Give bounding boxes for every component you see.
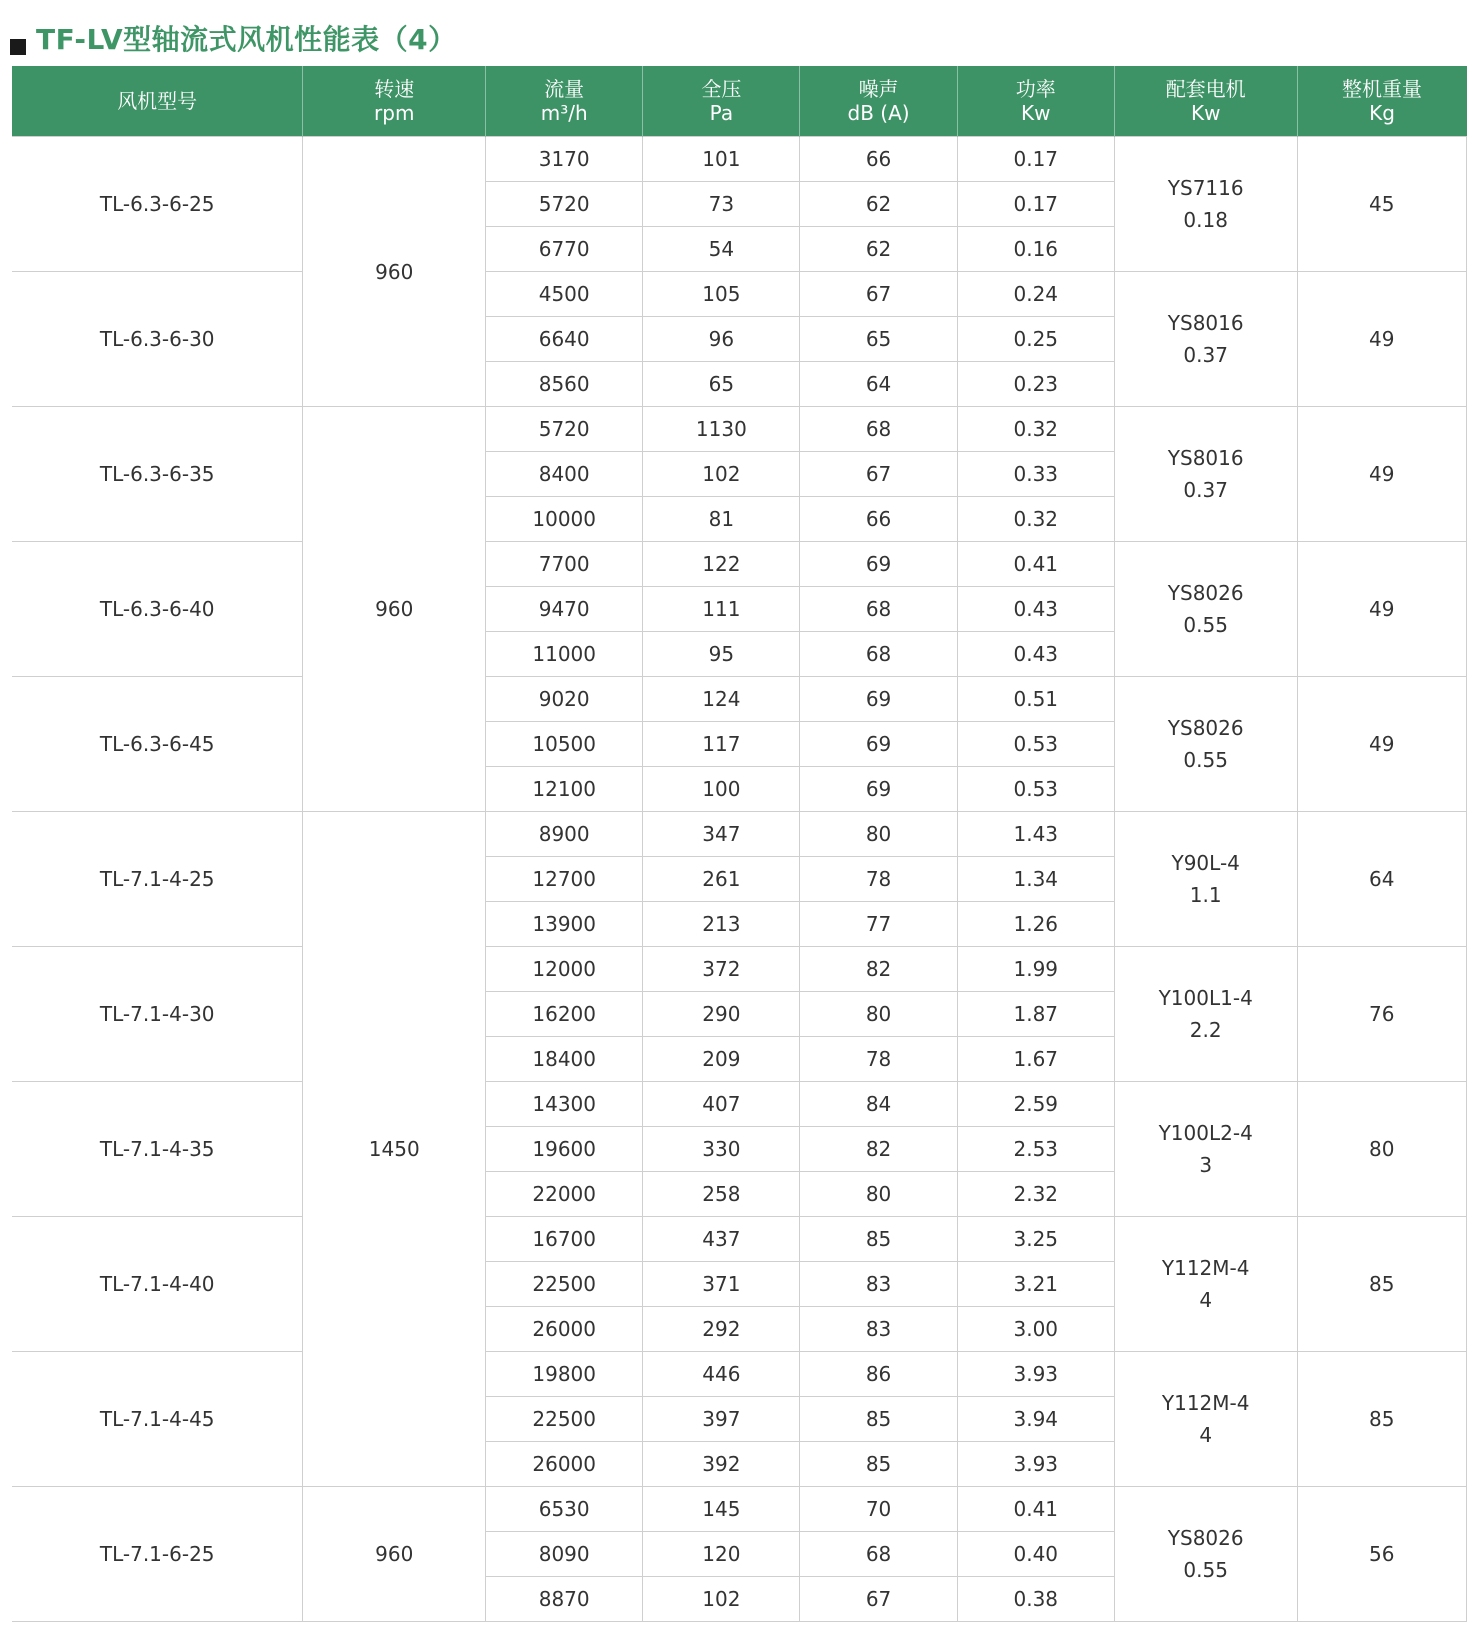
- pressure-cell: 117: [643, 722, 800, 767]
- header-flow: 流量 m³/h: [486, 66, 643, 137]
- noise-cell: 68: [800, 632, 957, 677]
- motor-kw: 0.18: [1183, 208, 1228, 232]
- weight-cell: 56: [1297, 1487, 1466, 1622]
- model-cell: TL-6.3-6-40: [12, 542, 303, 677]
- power-cell: 3.25: [957, 1217, 1114, 1262]
- power-cell: 0.41: [957, 542, 1114, 587]
- power-cell: 0.32: [957, 407, 1114, 452]
- flow-cell: 6640: [486, 317, 643, 362]
- table-row: [12, 677, 1467, 722]
- title-marker-square: [10, 39, 26, 55]
- motor-cell: [1114, 1352, 1297, 1487]
- noise-cell: 62: [800, 227, 957, 272]
- motor-model: Y100L2-4: [1158, 1121, 1253, 1145]
- noise-cell: 85: [800, 1217, 957, 1262]
- power-cell: 1.99: [957, 947, 1114, 992]
- flow-cell: 8900: [486, 812, 643, 857]
- flow-cell: 12700: [486, 857, 643, 902]
- motor-cell: [1114, 812, 1297, 947]
- flow-cell: 13900: [486, 902, 643, 947]
- flow-cell: 22500: [486, 1262, 643, 1307]
- pressure-cell: 105: [643, 272, 800, 317]
- flow-cell: 8090: [486, 1532, 643, 1577]
- flow-cell: 11000: [486, 632, 643, 677]
- pressure-cell: 81: [643, 497, 800, 542]
- motor-cell: [1114, 407, 1297, 542]
- motor-kw: 3: [1199, 1153, 1213, 1177]
- noise-cell: 85: [800, 1442, 957, 1487]
- pressure-cell: 102: [643, 452, 800, 497]
- motor-kw: 0.55: [1183, 1558, 1228, 1582]
- pressure-cell: 371: [643, 1262, 800, 1307]
- power-cell: 0.25: [957, 317, 1114, 362]
- pressure-cell: 65: [643, 362, 800, 407]
- noise-cell: 80: [800, 1172, 957, 1217]
- pressure-cell: 213: [643, 902, 800, 947]
- motor-kw: 0.37: [1183, 478, 1228, 502]
- power-cell: 2.59: [957, 1082, 1114, 1127]
- pressure-cell: 437: [643, 1217, 800, 1262]
- pressure-cell: 102: [643, 1577, 800, 1622]
- power-cell: 1.87: [957, 992, 1114, 1037]
- model-cell: TL-7.1-4-35: [12, 1082, 303, 1217]
- motor-kw: 4: [1199, 1423, 1213, 1447]
- power-cell: 0.40: [957, 1532, 1114, 1577]
- speed-cell: 1450: [303, 812, 486, 1487]
- power-cell: 3.21: [957, 1262, 1114, 1307]
- page-title: TF-LV型轴流式风机性能表（4）: [36, 23, 457, 56]
- model-cell: TL-7.1-4-40: [12, 1217, 303, 1352]
- noise-cell: 77: [800, 902, 957, 947]
- pressure-cell: 209: [643, 1037, 800, 1082]
- weight-cell: 85: [1297, 1217, 1466, 1352]
- speed-cell: 960: [303, 137, 486, 407]
- weight-cell: 80: [1297, 1082, 1466, 1217]
- pressure-cell: 372: [643, 947, 800, 992]
- pressure-cell: 101: [643, 137, 800, 182]
- power-cell: 0.43: [957, 587, 1114, 632]
- pressure-cell: 290: [643, 992, 800, 1037]
- pressure-cell: 95: [643, 632, 800, 677]
- flow-cell: 4500: [486, 272, 643, 317]
- flow-cell: 10000: [486, 497, 643, 542]
- power-cell: 0.24: [957, 272, 1114, 317]
- motor-model: Y112M-4: [1161, 1391, 1250, 1415]
- model-cell: TL-7.1-6-25: [12, 1487, 303, 1622]
- flow-cell: 8560: [486, 362, 643, 407]
- table-row: [12, 1082, 1467, 1127]
- noise-cell: 64: [800, 362, 957, 407]
- header-model: 风机型号: [12, 66, 303, 137]
- weight-cell: 85: [1297, 1352, 1466, 1487]
- model-cell: TL-6.3-6-25: [12, 137, 303, 272]
- power-cell: 0.51: [957, 677, 1114, 722]
- speed-cell: 960: [303, 1487, 486, 1622]
- flow-cell: 9470: [486, 587, 643, 632]
- flow-cell: 12100: [486, 767, 643, 812]
- flow-cell: 7700: [486, 542, 643, 587]
- motor-kw: 2.2: [1189, 1018, 1222, 1042]
- weight-cell: 49: [1297, 677, 1466, 812]
- noise-cell: 70: [800, 1487, 957, 1532]
- noise-cell: 68: [800, 587, 957, 632]
- motor-model: YS8016: [1167, 446, 1244, 470]
- motor-model: YS8026: [1167, 716, 1244, 740]
- header-power: 功率 Kw: [957, 66, 1114, 137]
- noise-cell: 67: [800, 1577, 957, 1622]
- motor-kw: 4: [1199, 1288, 1213, 1312]
- model-cell: TL-6.3-6-35: [12, 407, 303, 542]
- pressure-cell: 120: [643, 1532, 800, 1577]
- power-cell: 1.67: [957, 1037, 1114, 1082]
- motor-cell: [1114, 677, 1297, 812]
- model-cell: TL-7.1-4-25: [12, 812, 303, 947]
- noise-cell: 78: [800, 857, 957, 902]
- power-cell: 3.94: [957, 1397, 1114, 1442]
- power-cell: 0.16: [957, 227, 1114, 272]
- header-motor: 配套电机 Kw: [1114, 66, 1297, 137]
- flow-cell: 5720: [486, 182, 643, 227]
- pressure-cell: 122: [643, 542, 800, 587]
- pressure-cell: 1130: [643, 407, 800, 452]
- power-cell: 3.93: [957, 1352, 1114, 1397]
- pressure-cell: 100: [643, 767, 800, 812]
- flow-cell: 6530: [486, 1487, 643, 1532]
- flow-cell: 16200: [486, 992, 643, 1037]
- motor-model: Y90L-4: [1171, 851, 1240, 875]
- motor-cell: [1114, 947, 1297, 1082]
- motor-cell: [1114, 542, 1297, 677]
- power-cell: 0.33: [957, 452, 1114, 497]
- noise-cell: 82: [800, 947, 957, 992]
- motor-cell: [1114, 272, 1297, 407]
- motor-cell: [1114, 1487, 1297, 1622]
- table-row: [12, 407, 1467, 452]
- noise-cell: 83: [800, 1307, 957, 1352]
- noise-cell: 69: [800, 677, 957, 722]
- motor-model: YS8026: [1167, 581, 1244, 605]
- table-body: [12, 137, 1467, 1622]
- flow-cell: 19600: [486, 1127, 643, 1172]
- flow-cell: 26000: [486, 1442, 643, 1487]
- pressure-cell: 73: [643, 182, 800, 227]
- noise-cell: 62: [800, 182, 957, 227]
- noise-cell: 69: [800, 767, 957, 812]
- model-cell: TL-6.3-6-30: [12, 272, 303, 407]
- power-cell: 1.34: [957, 857, 1114, 902]
- pressure-cell: 392: [643, 1442, 800, 1487]
- title-bar: [10, 18, 457, 58]
- motor-cell: [1114, 137, 1297, 272]
- power-cell: 0.17: [957, 182, 1114, 227]
- header-noise: 噪声 dB (A): [800, 66, 957, 137]
- flow-cell: 9020: [486, 677, 643, 722]
- power-cell: 3.93: [957, 1442, 1114, 1487]
- noise-cell: 86: [800, 1352, 957, 1397]
- power-cell: 2.32: [957, 1172, 1114, 1217]
- header-row: [12, 66, 1467, 137]
- noise-cell: 80: [800, 812, 957, 857]
- power-cell: 1.26: [957, 902, 1114, 947]
- header-weight: 整机重量 Kg: [1297, 66, 1466, 137]
- flow-cell: 19800: [486, 1352, 643, 1397]
- motor-kw: 0.55: [1183, 748, 1228, 772]
- motor-model: YS8026: [1167, 1526, 1244, 1550]
- flow-cell: 3170: [486, 137, 643, 182]
- pressure-cell: 258: [643, 1172, 800, 1217]
- pressure-cell: 347: [643, 812, 800, 857]
- noise-cell: 85: [800, 1397, 957, 1442]
- power-cell: 0.23: [957, 362, 1114, 407]
- table-row: [12, 812, 1467, 857]
- speed-cell: 960: [303, 407, 486, 812]
- flow-cell: 12000: [486, 947, 643, 992]
- power-cell: 0.41: [957, 1487, 1114, 1532]
- motor-kw: 1.1: [1189, 883, 1222, 907]
- table-row: [12, 1487, 1467, 1532]
- motor-kw: 0.37: [1183, 343, 1228, 367]
- power-cell: 0.17: [957, 137, 1114, 182]
- weight-cell: 49: [1297, 542, 1466, 677]
- table-row: [12, 272, 1467, 317]
- header-pressure: 全压 Pa: [643, 66, 800, 137]
- pressure-cell: 145: [643, 1487, 800, 1532]
- performance-table: [12, 66, 1467, 1622]
- flow-cell: 22500: [486, 1397, 643, 1442]
- motor-cell: [1114, 1217, 1297, 1352]
- motor-model: Y100L1-4: [1158, 986, 1253, 1010]
- noise-cell: 82: [800, 1127, 957, 1172]
- pressure-cell: 292: [643, 1307, 800, 1352]
- noise-cell: 84: [800, 1082, 957, 1127]
- flow-cell: 22000: [486, 1172, 643, 1217]
- table-row: [12, 542, 1467, 587]
- motor-cell: [1114, 1082, 1297, 1217]
- weight-cell: 76: [1297, 947, 1466, 1082]
- header-speed: 转速 rpm: [303, 66, 486, 137]
- power-cell: 0.53: [957, 722, 1114, 767]
- power-cell: 2.53: [957, 1127, 1114, 1172]
- motor-model: YS8016: [1167, 311, 1244, 335]
- flow-cell: 10500: [486, 722, 643, 767]
- table-row: [12, 1352, 1467, 1397]
- noise-cell: 78: [800, 1037, 957, 1082]
- noise-cell: 68: [800, 1532, 957, 1577]
- pressure-cell: 111: [643, 587, 800, 632]
- pressure-cell: 54: [643, 227, 800, 272]
- pressure-cell: 397: [643, 1397, 800, 1442]
- weight-cell: 64: [1297, 812, 1466, 947]
- flow-cell: 8870: [486, 1577, 643, 1622]
- noise-cell: 65: [800, 317, 957, 362]
- noise-cell: 66: [800, 137, 957, 182]
- table-row: [12, 137, 1467, 182]
- noise-cell: 69: [800, 542, 957, 587]
- noise-cell: 66: [800, 497, 957, 542]
- motor-model: Y112M-4: [1161, 1256, 1250, 1280]
- flow-cell: 8400: [486, 452, 643, 497]
- power-cell: 0.53: [957, 767, 1114, 812]
- weight-cell: 45: [1297, 137, 1466, 272]
- weight-cell: 49: [1297, 272, 1466, 407]
- model-cell: TL-7.1-4-45: [12, 1352, 303, 1487]
- noise-cell: 67: [800, 272, 957, 317]
- flow-cell: 14300: [486, 1082, 643, 1127]
- model-cell: TL-7.1-4-30: [12, 947, 303, 1082]
- flow-cell: 26000: [486, 1307, 643, 1352]
- table-row: [12, 947, 1467, 992]
- pressure-cell: 96: [643, 317, 800, 362]
- pressure-cell: 124: [643, 677, 800, 722]
- pressure-cell: 330: [643, 1127, 800, 1172]
- power-cell: 0.38: [957, 1577, 1114, 1622]
- flow-cell: 18400: [486, 1037, 643, 1082]
- power-cell: 3.00: [957, 1307, 1114, 1352]
- pressure-cell: 446: [643, 1352, 800, 1397]
- power-cell: 0.32: [957, 497, 1114, 542]
- motor-kw: 0.55: [1183, 613, 1228, 637]
- noise-cell: 67: [800, 452, 957, 497]
- noise-cell: 69: [800, 722, 957, 767]
- flow-cell: 5720: [486, 407, 643, 452]
- table-row: [12, 1217, 1467, 1262]
- motor-model: YS7116: [1167, 176, 1244, 200]
- noise-cell: 80: [800, 992, 957, 1037]
- noise-cell: 83: [800, 1262, 957, 1307]
- power-cell: 0.43: [957, 632, 1114, 677]
- power-cell: 1.43: [957, 812, 1114, 857]
- weight-cell: 49: [1297, 407, 1466, 542]
- pressure-cell: 407: [643, 1082, 800, 1127]
- flow-cell: 16700: [486, 1217, 643, 1262]
- noise-cell: 68: [800, 407, 957, 452]
- pressure-cell: 261: [643, 857, 800, 902]
- flow-cell: 6770: [486, 227, 643, 272]
- model-cell: TL-6.3-6-45: [12, 677, 303, 812]
